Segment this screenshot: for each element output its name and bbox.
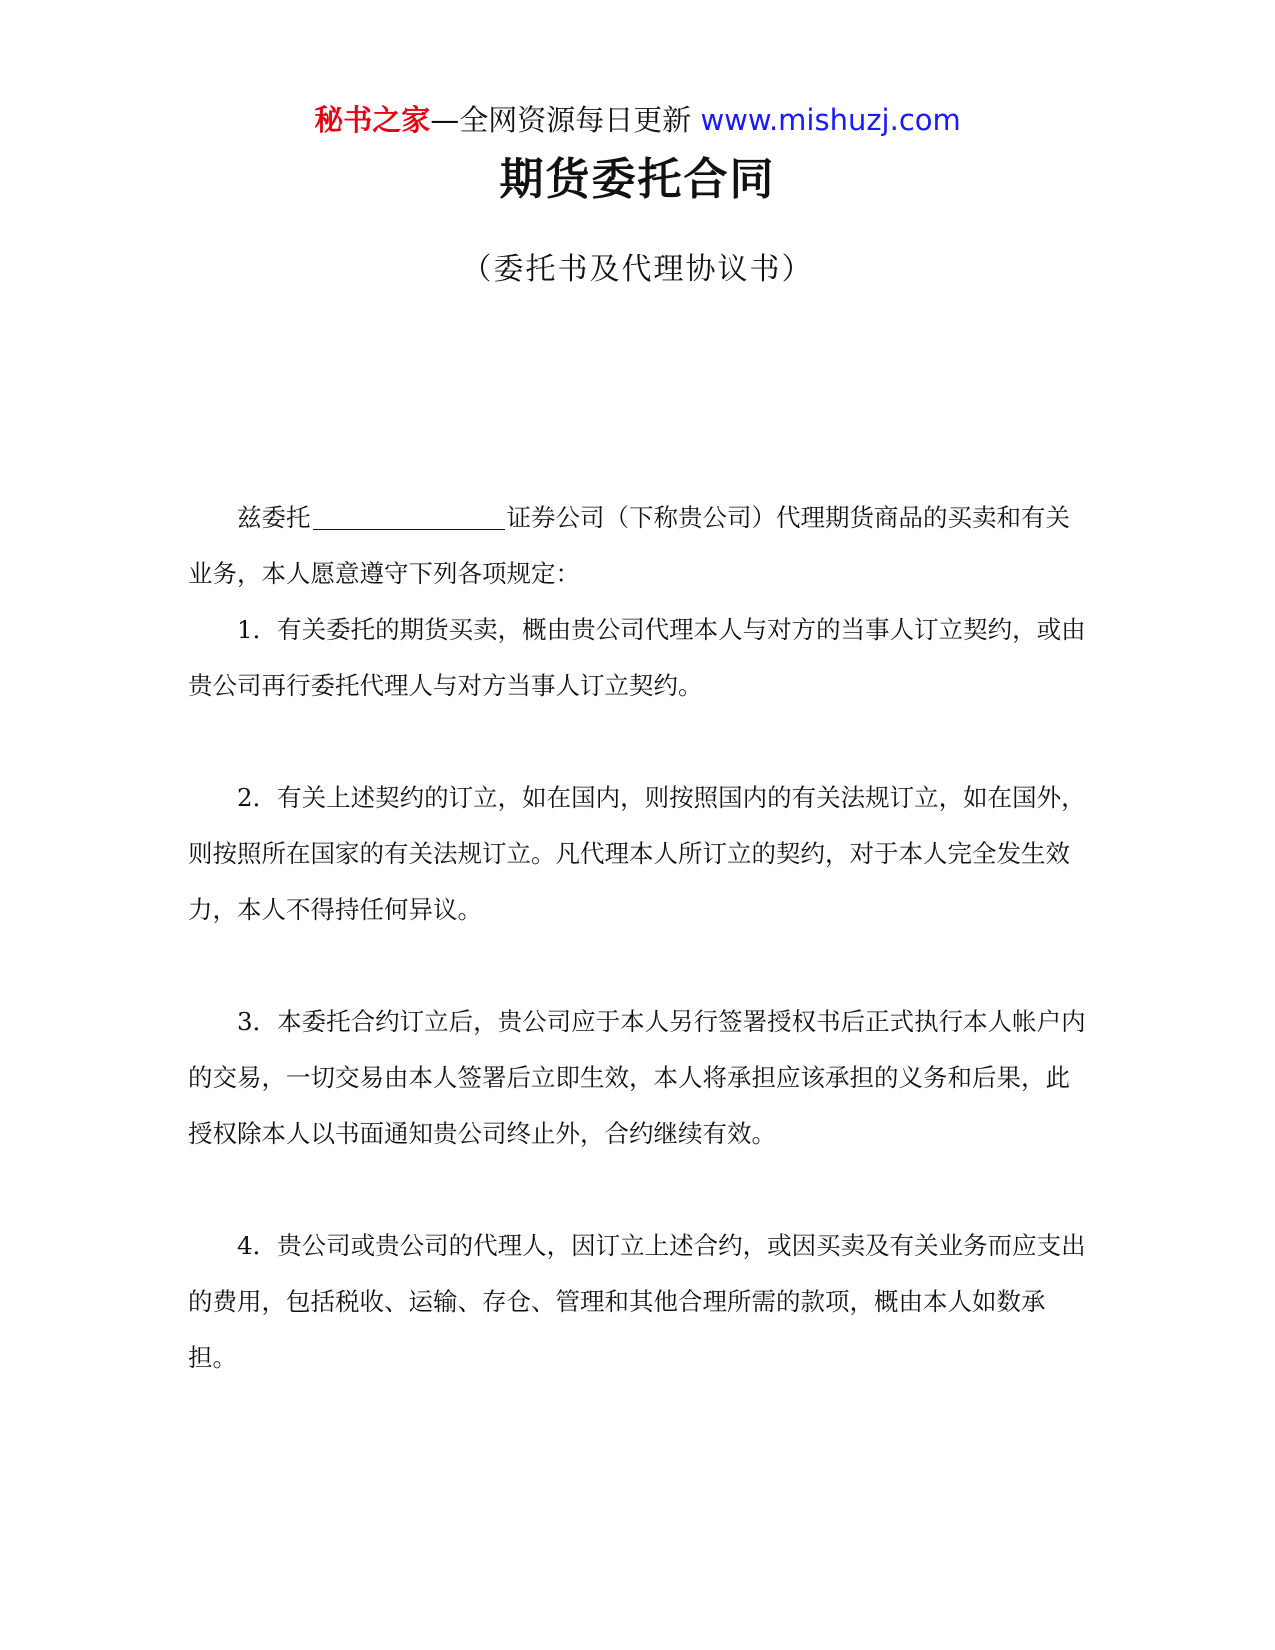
clause-1: 1．有关委托的期货买卖，概由贵公司代理本人与对方的当事人订立契约，或由贵公司再行委托代理人与对方当事人订立契约。: [188, 615, 1086, 700]
clause-3: 3．本委托合约订立后，贵公司应于本人另行签署授权书后正式执行本人帐户内的交易，一切交易由本人签署后立即生效，本人将承担应该承担的义务和后果，此授权除本人以书面通知贵公司终止外，合约继续有效。: [188, 1007, 1086, 1148]
clause-2: 2．有关上述契约的订立，如在国内，则按照国内的有关法规订立，如在国外，则按照所在国家的有关法规订立。凡代理本人所订立的契约，对于本人完全发生效力，本人不得持任何异议。: [188, 783, 1086, 924]
site-tagline: —全网资源每日更新: [430, 103, 701, 137]
clause-4: 4．贵公司或贵公司的代理人，因订立上述合约，或因买卖及有关业务而应支出的费用，包括税收、运输、存仓、管理和其他合理所需的款项，概由本人如数承担。: [188, 1231, 1086, 1372]
company-name-blank-line: [313, 503, 505, 530]
site-url-link[interactable]: www.mishuzj.com: [700, 103, 961, 137]
document-title: 期货委托合同: [499, 154, 776, 205]
site-brand-name: 秘书之家: [314, 103, 431, 137]
document-subtitle: （委托书及代理协议书）: [461, 252, 814, 287]
intro-paragraph: [188, 490, 1088, 602]
intro-text-before-blank: 兹委托: [237, 503, 311, 532]
intro-text-after-blank: 证券公司（下称贵公司）代理期货商品的买卖和有关业务，本人愿意遵守下列各项规定：: [188, 503, 1070, 588]
site-header-banner: [0, 100, 1275, 140]
document-body: [188, 490, 1088, 1386]
